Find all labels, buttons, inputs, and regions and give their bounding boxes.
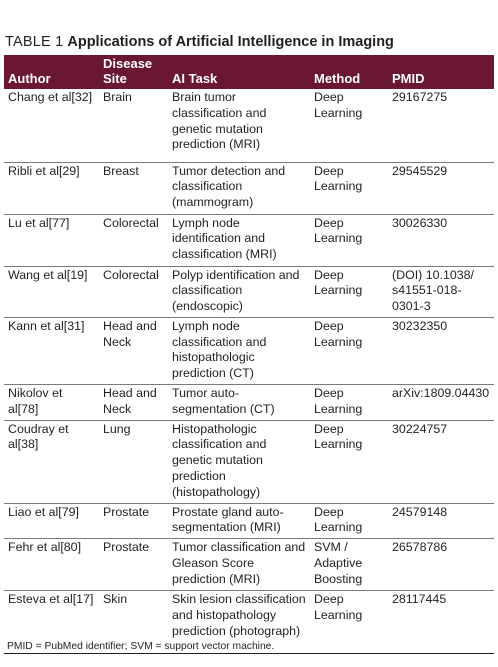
- table-row: [4, 539, 494, 591]
- pmid-cell: 30232350: [388, 317, 494, 384]
- task-cell: Brain tumor classification and genetic mutation prediction (MRI): [168, 89, 310, 162]
- site-cell: Breast: [99, 162, 168, 214]
- site-cell: Colorectal: [99, 214, 168, 266]
- applications-table: [4, 55, 494, 654]
- column-header-method: Method: [310, 55, 388, 89]
- author-cell: Liao et al[79]: [4, 503, 99, 539]
- method-cell: Deep Learning: [310, 214, 388, 266]
- method-cell: Deep Learning: [310, 162, 388, 214]
- method-cell: Deep Learning: [310, 591, 388, 654]
- table-row: [4, 503, 494, 539]
- table-row: [4, 420, 494, 503]
- pmid-cell: 30026330: [388, 214, 494, 266]
- author-cell: Coudray et al[38]: [4, 420, 99, 503]
- header-row: [4, 55, 494, 89]
- pmid-cell: arXiv:1809.04430: [388, 385, 494, 421]
- table-caption: [5, 33, 394, 51]
- site-cell: Skin: [99, 591, 168, 654]
- pmid-cell: 29545529: [388, 162, 494, 214]
- site-cell: Brain: [99, 89, 168, 162]
- author-cell: Chang et al[32]: [4, 89, 99, 162]
- method-cell: Deep Learning: [310, 317, 388, 384]
- site-cell: Lung: [99, 420, 168, 503]
- pmid-cell: 30224757: [388, 420, 494, 503]
- site-cell: Prostate: [99, 539, 168, 591]
- pmid-cell: 29167275: [388, 89, 494, 162]
- author-cell: Kann et al[31]: [4, 317, 99, 384]
- table-row: [4, 385, 494, 421]
- table-row: [4, 162, 494, 214]
- site-cell: Head and Neck: [99, 317, 168, 384]
- table-footnote: PMID = PubMed identifier; SVM = support vector machine.: [7, 641, 275, 652]
- site-cell: Head and Neck: [99, 385, 168, 421]
- table-title: Applications of Artificial Intelligence in Imaging: [67, 34, 394, 50]
- task-cell: Tumor detection and classification (mammogram): [168, 162, 310, 214]
- task-cell: Lymph node classification and histopathologic prediction (CT): [168, 317, 310, 384]
- pmid-cell: 26578786: [388, 539, 494, 591]
- table-label: TABLE 1: [5, 34, 64, 50]
- site-cell: Colorectal: [99, 266, 168, 317]
- method-cell: Deep Learning: [310, 266, 388, 317]
- author-cell: Nikolov et al[78]: [4, 385, 99, 421]
- table-row: [4, 317, 494, 384]
- author-cell: Fehr et al[80]: [4, 539, 99, 591]
- column-header-author: Author: [4, 55, 99, 89]
- column-header-pmid: PMID: [388, 55, 494, 89]
- site-cell: Prostate: [99, 503, 168, 539]
- task-cell: Lymph node identification and classification (MRI): [168, 214, 310, 266]
- task-cell: Histopathologic classification and genetic mutation prediction (histopathology): [168, 420, 310, 503]
- method-cell: SVM / Adaptive Boosting: [310, 539, 388, 591]
- task-cell: Tumor classification and Gleason Score prediction (MRI): [168, 539, 310, 591]
- pmid-cell: 24579148: [388, 503, 494, 539]
- task-cell: Polyp identification and classification (endoscopic): [168, 266, 310, 317]
- method-cell: Deep Learning: [310, 420, 388, 503]
- method-cell: Deep Learning: [310, 89, 388, 162]
- task-cell: Tumor auto- segmentation (CT): [168, 385, 310, 421]
- method-cell: Deep Learning: [310, 385, 388, 421]
- task-cell: Prostate gland auto- segmentation (MRI): [168, 503, 310, 539]
- method-cell: Deep Learning: [310, 503, 388, 539]
- author-cell: Ribli et al[29]: [4, 162, 99, 214]
- task-cell: Skin lesion classification and histopathology prediction (photograph): [168, 591, 310, 654]
- table-row: [4, 89, 494, 162]
- table-row: [4, 266, 494, 317]
- author-cell: Esteva et al[17]: [4, 591, 99, 654]
- column-header-ai-task: AI Task: [168, 55, 310, 89]
- pmid-cell: (DOI) 10.1038/ s41551-018- 0301-3: [388, 266, 494, 317]
- column-header-disease-site: Disease Site: [99, 55, 168, 89]
- author-cell: Lu et al[77]: [4, 214, 99, 266]
- table-row: [4, 214, 494, 266]
- author-cell: Wang et al[19]: [4, 266, 99, 317]
- pmid-cell: 28117445: [388, 591, 494, 654]
